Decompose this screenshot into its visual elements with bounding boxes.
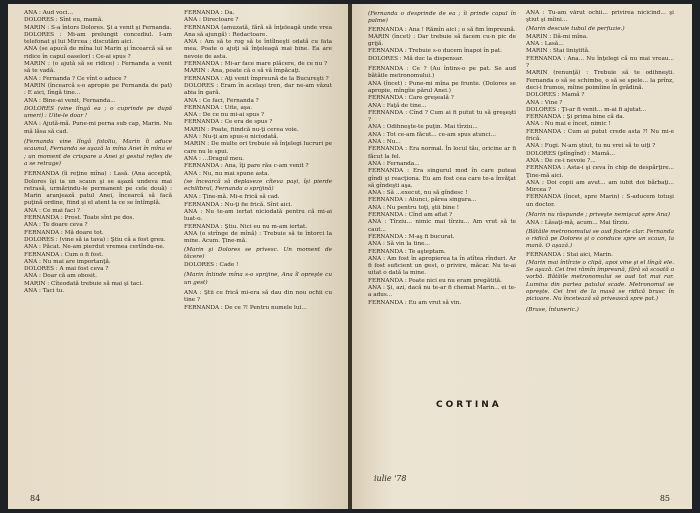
dialogue-line: ANA : Directoare ?	[184, 17, 239, 24]
stage-direction: DOLORES (vine lîngă ea ; o cuprinde pe după umeri) : Uite-le doar !	[24, 105, 172, 120]
dialogue-line: ANA : Odihneşte-te puţin. Mai tîrziu...	[368, 124, 478, 131]
stage-direction: (Bătăile metronomului se aud foarte clar. Fernanda o ridică pe Dolores şi o conduce spre un scaun, la mană. O aşază.)	[526, 228, 674, 250]
dialogue-line: FERNANDA : Mă doare tot.	[24, 229, 104, 236]
dialogue-line: FERNANDA (încet, spre Marin) : S-aducem totuşi un doctor.	[526, 194, 674, 208]
dialogue-line: ANA : Ajută-mă. Pune-mi perna sub cap, Marin. Nu mă lăsa să cad.	[24, 121, 172, 135]
dialogue-line: DOLORES : Cade !	[184, 262, 239, 269]
dialogue-line: MARIN : S-a întors Dolores. Şi a venit şi Fernanda.	[24, 24, 172, 31]
dialogue-line: DOLORES : (vine să ia tava) : Ştiu că a fost greu.	[24, 236, 166, 243]
dialogue-line: ANA : Fugi. N-am ştiut, tu nu vrei să te uiţi ?	[526, 143, 656, 150]
dialogue-line: FERNANDA : Trebuie s-o ducem înapoi în pat.	[368, 48, 502, 55]
dialogue-line: ANA (se apucă de mîna lui Marin şi încearcă să se ridice în capul oaselor) : Ce-ai spus ?	[24, 46, 172, 60]
dialogue-line: FERNANDA : Atunci, părea singura...	[368, 197, 477, 204]
dialogue-line: ANA : De ce-i nevoie ?...	[526, 157, 596, 164]
dialogue-line: FERNANDA : Era normal. În locul tău, oricine ar fi făcut la fel.	[368, 146, 516, 160]
dialogue-line: ANA : Ştii ce frică mi-era să dau din nou ochii cu tine ?	[184, 289, 332, 304]
dialogue-line: ANA : Şi, azi, dacă nu te-ar fi chemat Marin... ei te-a adus...	[368, 284, 516, 299]
stage-direction: (Marin şi Dolores se privesc. Un moment de tăcere)	[184, 246, 332, 260]
dialogue-line: DOLORES : Mi-am prelungit concediul. I-am telefonat şi lui Mircea ; discutăm aici.	[24, 31, 172, 46]
dialogue-line: FERNANDA : Era singurul mod în care puteai gîndi şi reacţiona. Eu am fost cea care te-a învăţat să gîndeşti aşa.	[368, 168, 516, 189]
dialogue-line: ANA : Am să te rog să te întîlneşti odată cu fata mea. Poate o ajuţi să înţeleagă mai bine. Ea are nevoie de asta.	[184, 39, 332, 60]
stage-direction: (Fernanda vine lîngă fotoliu, Marin îi aduce scaunul, Fernanda se aşază la mîna Anei în mîna ei ; un moment de crispare a Anei şi gestul reflex de a se retrage)	[24, 139, 172, 167]
dialogue-line: ANA (încet) : Pune-mi mîna pe frunte. (Dolores se apropie, mîngîie părul Anei.)	[368, 80, 516, 94]
dialogue-line: MARIN (încearcă s-o apropie pe Fernanda de pat) : E aici, lîngă tine...	[24, 82, 172, 97]
dialogue-line: ANA : Ce mai faci ?	[24, 207, 81, 214]
dialogue-line: FERNANDA : Care greşeală ?	[368, 95, 454, 102]
dialogue-line: ANA : Fernanda ? Ce vînt o aduce ?	[24, 75, 127, 82]
dialogue-line: ANA : Tîrziu... nimic mai tîrziu... Am vrut să te caut...	[368, 219, 516, 233]
stage-direction: (Marin întinde mîna s-o sprijine, Ana îl opreşte cu un gest)	[184, 272, 332, 286]
page-number: 84	[30, 494, 41, 503]
dialogue-line: FERNANDA : Stai aici, Marin.	[526, 251, 613, 258]
dialogue-line: FERNANDA : Cînd am aflat ?	[368, 212, 453, 219]
page-right	[352, 4, 692, 509]
dialogue-line: ANA : Ţine-mă. Mi-e frică să cad.	[184, 194, 280, 201]
issue-date: iulie '78	[374, 474, 407, 483]
page-left	[8, 4, 348, 509]
dialogue-line: FERNANDA : Aţi venit împreună de la Bucureşti ?	[184, 75, 329, 82]
dialogue-line: FERNANDA : Ana ! Rămîn aici ; o să fim împreună.	[368, 26, 516, 33]
dialogue-line: ANA : Nu...	[368, 139, 401, 146]
dialogue-line: MARIN : Cîteodată trebuie să mai şi taci.	[24, 280, 143, 287]
dialogue-line: ANA : Nu mai e încet, nimic !	[526, 121, 611, 128]
curtain-label: CORTINA	[436, 400, 502, 410]
dialogue-line: ANA : Tot ce-am făcut... ce-am spus atunci...	[368, 131, 496, 138]
dialogue-line: ANA : Nu pentru toţi, ştii bine !	[368, 204, 459, 211]
page-number: 85	[659, 494, 670, 503]
dialogue-line: FERNANDA : De ce ?! Pentru numele lui...	[184, 304, 307, 311]
dialogue-line: ANA : Lasă...	[526, 41, 564, 48]
dialogue-line: ANA : Faţă de tine...	[368, 102, 427, 109]
stage-direction: (Marin nu răspunde ; priveşte nemişcat spre Ana)	[526, 212, 670, 219]
dialogue-line: ANA : De ce nu mi-ai spus ?	[184, 112, 265, 119]
dialogue-line: ANA : Nu, nu mai spune asta.	[184, 170, 270, 177]
dialogue-line: FERNANDA : Ce ? (Au întins-o pe pat. Se aud bătăile metronomului.)	[368, 66, 516, 80]
dialogue-line: ANA : Lăsaţi-mă, acum... Mai tîrziu.	[526, 220, 630, 227]
dialogue-line: ANA : Te doare ceva ?	[24, 222, 88, 229]
text-column	[24, 10, 172, 488]
dialogue-line: MARIN : Dă-mi mîna.	[526, 33, 588, 40]
dialogue-line: FERNANDA : Uite, aşa.	[184, 104, 253, 111]
dialogue-line: FERNANDA : Ştiu. Nici eu nu m-am iertat.	[184, 223, 308, 230]
dialogue-line: ANA : Păcat. Ne-am pierdut vremea certîndu-ne.	[24, 244, 165, 251]
dialogue-line: FERNANDA : Nu-ţi fie frică. Sînt aici.	[184, 201, 293, 208]
stage-direction: (Marin mai întîrzie o clipă, apoi vine şi el lîngă ele. Se aşază. Cei trei rămîn împreună, fără să scoată o vorbă. Bătăile metronomului se aud tot mai rar. Lumina din partea patului scade. Metronomul se opreşte. Cei trei de la masă se ridică brusc în picioare. Nu încetează să privească spre pat.)	[526, 259, 674, 303]
dialogue-line: ANA : ...Dragul meu.	[184, 155, 244, 162]
dialogue-line: DOLORES : Eram în acelaşi tren, dar ne-am văzut abia în gară.	[184, 82, 332, 97]
dialogue-line: ANA : Am fost în apropierea ta în atîtea rînduri. Ar fi fost suficient un gest, o privire, măcar. Nu te-ai uitat o dată la mine.	[368, 255, 516, 277]
text-column	[184, 10, 332, 488]
dialogue-line: FERNANDA : Eu am vrut să vin.	[368, 299, 462, 306]
dialogue-line: MARIN (încet) : Dar trebuie să facem cu-n pic de grijă.	[368, 33, 516, 48]
dialogue-line: FERNANDA : Ana... Nu înţelegi că nu mai vreau... ?	[526, 55, 674, 70]
dialogue-line: MARIN : Stai liniştită.	[526, 48, 590, 55]
dialogue-line: FERNANDA : Cînd ? Cum ai fi putut tu să greşeşti ?	[368, 109, 516, 124]
dialogue-line: DOLORES : A mai fost ceva ?	[24, 266, 109, 273]
dialogue-line: ANA : Doar că am obosit.	[24, 273, 97, 280]
magazine-spread	[8, 4, 692, 509]
dialogue-line: FERNANDA : Cum ai putut crede asta ?! Nu mi-e frică.	[526, 128, 674, 143]
stage-direction: (Fernanda o desprinde de ea ; îi prinde capul în palme)	[368, 11, 516, 25]
dialogue-line: ANA : Fernanda...	[368, 160, 420, 167]
dialogue-line: DOLORES : Mă duc la dispensar.	[368, 55, 464, 62]
dialogue-line: ANA : Nu te-am iertat niciodată pentru că mi-ai luat-o.	[184, 209, 332, 223]
dialogue-line: DOLORES : Mamă ?	[526, 92, 585, 99]
dialogue-line: FERNANDA : Mi-ar face mare plăcere, de ce nu ?	[184, 61, 328, 68]
stage-direction: (Marin descuie tubul de perfuzie.)	[526, 25, 625, 32]
dialogue-line: FERNANDA : Cum o fi fost.	[24, 251, 104, 258]
dialogue-line: MARIN : (o ajută să se ridice) : Fernanda a venit să te vadă.	[24, 61, 172, 75]
dialogue-line: ANA : Taci tu.	[24, 287, 65, 294]
dialogue-line: FERNANDA : M-aş fi bucurat.	[368, 233, 455, 240]
dialogue-line: FERNANDA (îi reţine mîna) : Lasă. (Ana acceptă, Dolores îşi ia un scaun şi se aşază undeva mai retrasă, urmărindu-le permanent pe cele două) : Marin aranjează patul Anei, încearcă să facă puţină ordine, fiind şi el atent la ce se întîmplă.	[24, 171, 172, 207]
stage-direction: (Bruse, întuneric.)	[526, 306, 579, 313]
dialogue-line: FERNANDA : Ce era de spus ?	[184, 119, 273, 126]
dialogue-line: ANA : Să vin la tine...	[368, 241, 430, 248]
dialogue-line: DOLORES (plîngînd) : Mamă...	[526, 150, 615, 157]
text-column	[368, 10, 516, 488]
dialogue-line: ANA : Să ...execut, nu să gîndesc !	[368, 190, 468, 197]
dialogue-line: ANA (o strînge de mînă) : Trebuie să te întorci la mine. Acum. Ţine-mă.	[184, 230, 332, 245]
dialogue-line: FERNANDA (amuzată, fără să înţeleagă unde vrea Ana să ajungă) : Redactoare.	[184, 24, 332, 38]
text-column	[526, 10, 674, 488]
dialogue-line: ANA : Doi copii am avut... am iubit doi bărbaţi... Mircea ?	[526, 179, 674, 194]
dialogue-line: FERNANDA : Ana, îţi pare rău c-am venit ?	[184, 163, 309, 170]
dialogue-line: ANA : Ce faci, Fernanda ?	[184, 97, 259, 104]
dialogue-line: ANA : Nu-ţi am spus-o niciodată.	[184, 134, 279, 141]
dialogue-line: ANA : Aud voci...	[24, 10, 74, 16]
stage-direction: (se încearcă să deplaseze cîteva paşi, îşi pierde echilibrul, Fernanda o sprijină)	[184, 178, 332, 193]
dialogue-line: MARIN (renunţă) : Trebuie să te odihneşti. Fernanda o să se schimbe, o să se spele... la prînz, deci-i frumos, mîine poimîine în grădină.	[526, 70, 674, 91]
dialogue-line: MARIN : Ana, poate că o să vă împăcaţi.	[184, 68, 301, 75]
dialogue-line: ANA : Bine-ai venit, Fernanda...	[24, 97, 116, 104]
dialogue-line: FERNANDA : Te aşteptam.	[368, 248, 446, 255]
dialogue-line: DOLORES : Sînt eu, mamă.	[24, 17, 104, 24]
dialogue-line: ANA : Nu mai are importanţă.	[24, 258, 111, 265]
dialogue-line: FERNANDA : Prost. Toate sînt pe dos.	[24, 215, 135, 222]
dialogue-line: ANA : Tu-am vărut ochii... privirea nicicînd... şi ştiut şi mîini...	[526, 10, 674, 24]
dialogue-line: FERNANDA : Şi prima bine că da.	[526, 114, 625, 121]
dialogue-line: MARIN : Poate, fiindcă nu-ţi cerea voie.	[184, 126, 299, 133]
dialogue-line: FERNANDA : Poate nici eu nu eram pregătită.	[368, 277, 502, 284]
dialogue-line: MARIN : De multe ori trebuie să înţelegi lucruri pe care nu le spui.	[184, 141, 332, 155]
dialogue-line: FERNANDA : Da.	[184, 10, 235, 16]
dialogue-line: ANA : Vine ?	[526, 99, 563, 106]
dialogue-line: FERNANDA : Asta-i şi ceva în chip de despărţire... Ţine-mă aici.	[526, 165, 674, 179]
dialogue-line: DOLORES : Ţi-ar fi venit... m-ai fi ajutat...	[526, 106, 647, 113]
